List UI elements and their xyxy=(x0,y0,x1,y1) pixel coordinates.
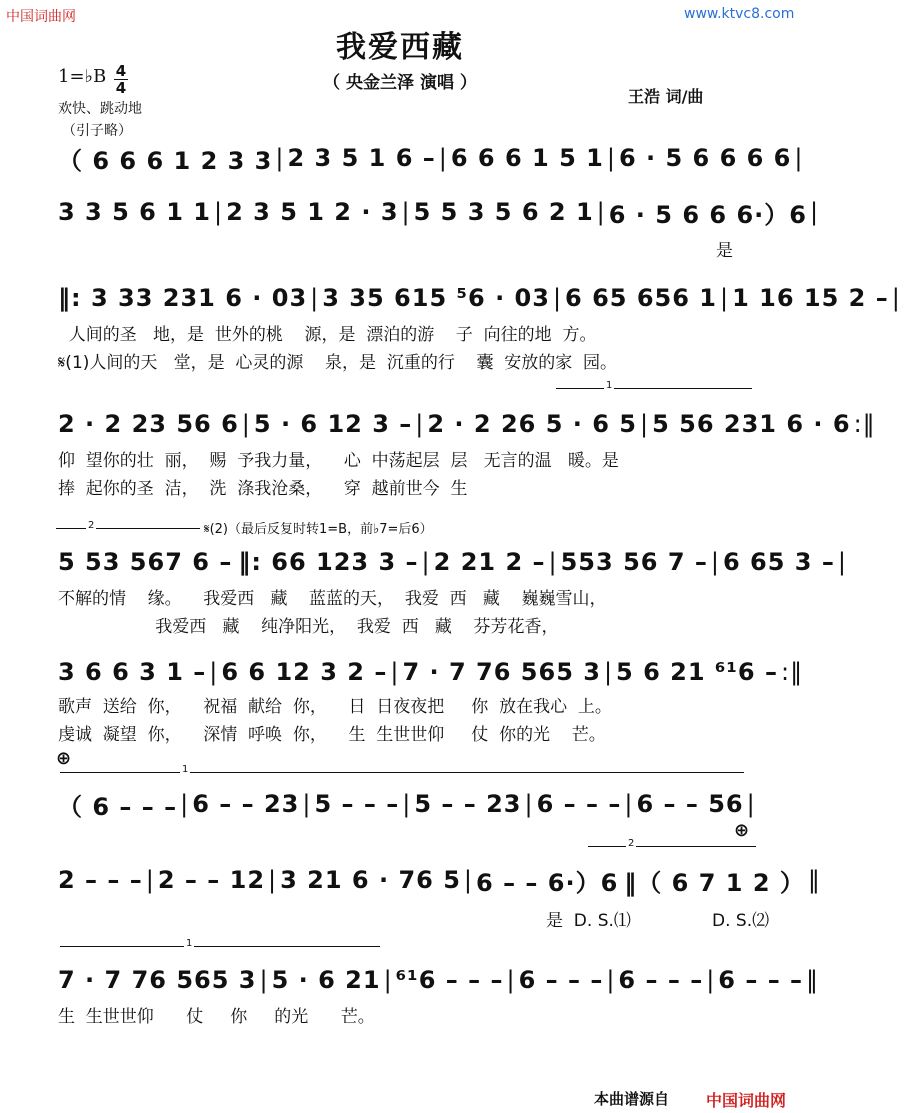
lyric-shi: 是 xyxy=(716,241,733,261)
lyric-line-5b: 我爱西 藏 纯净阳光， 我爱 西 藏 芬芳花香， xyxy=(58,617,559,637)
intro-note: （引子略） xyxy=(62,123,132,139)
notation-line-5: 5 53 567 6 – ‖: 66 123 3 – | 2 21 2 – | 553 56 7 – | 6 65 3 – | xyxy=(58,548,847,576)
singer-credit: （ 央金兰泽 演唱 ） xyxy=(323,73,477,93)
time-signature xyxy=(114,64,128,95)
segno-2-instruction: 𝄋(2)（最后反复时转1=B，前♭7=后6） xyxy=(204,522,433,537)
volta-bracket-3 xyxy=(588,846,756,848)
notation-line-7: （ 6 – – – | 6 – – 23 | 5 – – – | 5 – – 23 | 6 – – – | 6 – – 56 | xyxy=(58,790,756,821)
watermark-left: 中国词曲网 xyxy=(6,9,76,25)
notation-line-6: 3 6 6 3 1 – | 6 6 12 3 2 – | 7 · 7 76 565 3 | 5 6 21 ⁶¹6 – :‖ xyxy=(58,658,804,686)
author-credit: 王浩 词/曲 xyxy=(628,87,704,106)
volta-label-coda: 1 xyxy=(182,764,189,775)
lyric-line-3a: 人间的圣 地，是 世外的桃 源，是 漂泊的游 子 向往的地 方。 xyxy=(58,325,597,345)
lyric-ds1: 是 D. S.⑴ xyxy=(546,911,631,931)
volta-bracket-2 xyxy=(56,528,200,530)
footer-site-name: 中国词曲网 xyxy=(706,1091,787,1110)
tempo-marking: 欢快、跳动地 xyxy=(58,101,142,117)
notation-line-3: ‖: 3 33 231 6 · 03 | 3 35 615 ⁵6 · 03 | 6 65 656 1 | 1 16 15 2 – | xyxy=(58,284,901,312)
lyric-line-9: 生 生世世仰 仗 你 的光 芒。 xyxy=(58,1007,375,1027)
lyric-line-4b: 捧 起你的圣 洁， 洗 涤我沧桑， 穿 越前世今 生 xyxy=(58,479,468,499)
volta-bracket-4 xyxy=(60,946,380,948)
tie-bracket-coda xyxy=(60,772,744,774)
coda-sign-1: ⊕ xyxy=(56,748,72,769)
lyric-line-6a: 歌声 送给 你， 祝福 献给 你， 日 日夜夜把 你 放在我心 上。 xyxy=(58,697,612,717)
coda-sign-2: ⊕ xyxy=(734,820,750,841)
volta-label-1: 1 xyxy=(606,380,613,391)
time-top: 4 xyxy=(115,62,127,80)
time-bottom: 4 xyxy=(115,79,127,97)
lyric-ds2: D. S.⑵ xyxy=(712,911,770,931)
lyric-line-6b: 虔诚 凝望 你， 深情 呼唤 你， 生 生世世仰 仗 你的光 芒。 xyxy=(58,725,606,745)
notation-line-9: 7 · 7 76 565 3 | 5 · 6 21 | ⁶¹6 – – – | 6 – – – | 6 – – – | 6 – – – ‖ xyxy=(58,966,820,994)
volta-label-2: 2 xyxy=(88,520,95,531)
watermark-right: www.ktvc8.com xyxy=(684,6,795,22)
lyric-line-4a: 仰 望你的壮 丽， 赐 予我力量， 心 中荡起层 层 无言的温 暖。是 xyxy=(58,451,619,471)
notation-line-1: （ 6 6 6 1 2 3 3 | 2 3 5 1 6 – | 6 6 6 1 5 1 | 6 · 5 6 6 6 6 | xyxy=(58,144,804,175)
lyric-line-5a: 不解的情 缘。 我爱西 藏 蓝蓝的天， 我爱 西 藏 巍巍雪山， xyxy=(58,589,607,609)
key-signature: 1=♭B xyxy=(58,66,107,87)
volta-label-3: 2 xyxy=(628,838,635,849)
song-title: 我爱西藏 xyxy=(336,30,464,65)
volta-bracket-1 xyxy=(556,388,752,390)
notation-line-4: 2 · 2 23 56 6 | 5 · 6 12 3 – | 2 · 2 26 5 · 6 5 | 5 56 231 6 · 6 :‖ xyxy=(58,410,876,438)
footer-source-label: 本曲谱源自 xyxy=(594,1090,670,1108)
lyric-line-3b: 𝄋(1)人间的天 堂，是 心灵的源 泉，是 沉重的行 囊 安放的家 园。 xyxy=(58,353,618,373)
volta-label-4: 1 xyxy=(186,938,193,949)
notation-line-2: 3 3 5 6 1 1 | 2 3 5 1 2 · 3 | 5 5 3 5 6 2 1 | 6 · 5 6 6 6·）6 | xyxy=(58,198,820,229)
notation-line-8: 2 – – – | 2 – – 12 | 3 21 6 · 76 5 | 6 – – 6·）6 ‖（ 6 7 1 2 ） ‖ xyxy=(58,866,821,897)
